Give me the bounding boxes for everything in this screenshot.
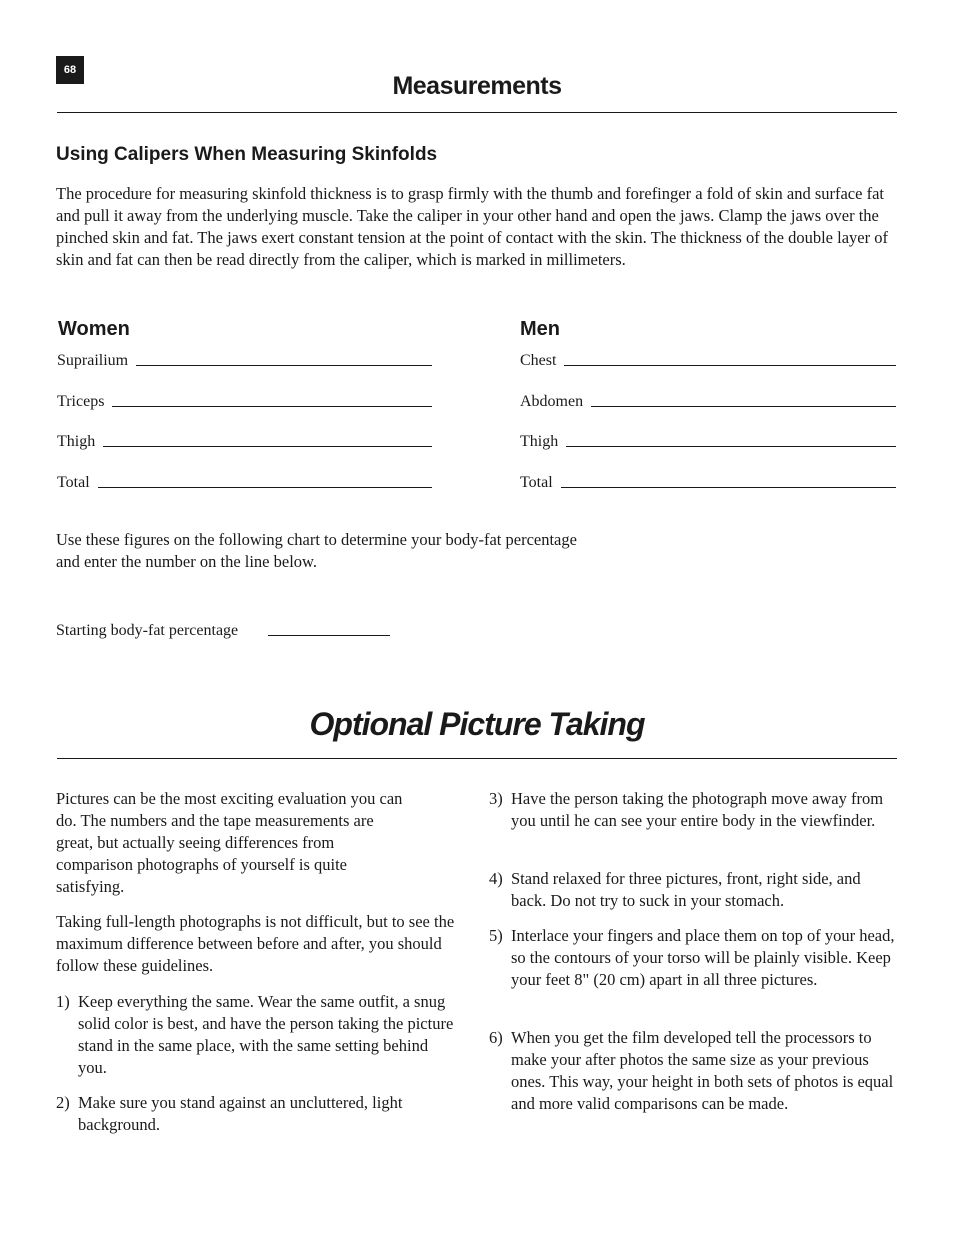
- field-label: Thigh: [57, 433, 96, 450]
- list-number: 2): [56, 1093, 70, 1112]
- entry-line[interactable]: [591, 406, 896, 407]
- list-text: Keep everything the same. Wear the same outfit, a snug solid color is best, and have the person taking the picture stand in the same place, with the same setting behind you.: [78, 992, 454, 1077]
- list-text: Have the person taking the photograph move away from you until he can see your entire body in the viewfinder.: [511, 789, 884, 830]
- field-label: Thigh: [520, 433, 559, 450]
- field-label: Total: [57, 474, 90, 491]
- entry-line[interactable]: [103, 446, 432, 447]
- list-item: [489, 788, 895, 832]
- women-total-field[interactable]: [57, 474, 432, 492]
- list-text: Interlace your fingers and place them on top of your head, so the contours of your torso will be plainly visible. Keep your feet 8" (20 cm) apart in all three pictures.: [511, 926, 895, 989]
- women-suprailium-field[interactable]: [57, 352, 432, 370]
- pictures-title: Optional Picture Taking: [309, 706, 645, 742]
- starting-bodyfat-field[interactable]: [56, 622, 390, 640]
- list-number: 1): [56, 992, 70, 1011]
- list-text: Make sure you stand against an uncluttered, light background.: [78, 1093, 403, 1134]
- entry-line[interactable]: [566, 446, 896, 447]
- women-heading: Women: [58, 318, 130, 340]
- field-label: Abdomen: [520, 393, 584, 410]
- divider: [57, 112, 897, 113]
- pictures-guidelines-intro: Taking full-length photographs is not difficult, but to see the maximum difference between before and after, you should follow these guidelines.: [56, 912, 455, 975]
- field-label: Starting body-fat percentage: [56, 622, 239, 639]
- measurements-title: Measurements: [392, 72, 562, 100]
- pictures-intro: Pictures can be the most exciting evaluation you can do. The numbers and the tape measurements are great, but actually seeing differences from comparison photographs of yourself is quite satisfying.: [56, 789, 403, 896]
- men-heading: Men: [520, 318, 560, 340]
- entry-line[interactable]: [98, 487, 432, 488]
- field-label: Chest: [520, 352, 557, 369]
- entry-line[interactable]: [136, 365, 432, 366]
- list-text: Stand relaxed for three pictures, front, right side, and back. Do not try to suck in your stomach.: [511, 869, 861, 910]
- list-number: 6): [489, 1028, 503, 1047]
- entry-line[interactable]: [112, 406, 432, 407]
- field-label: Suprailium: [57, 352, 129, 369]
- field-label: Total: [520, 474, 553, 491]
- list-number: 4): [489, 869, 503, 888]
- men-total-field[interactable]: [520, 474, 896, 492]
- men-chest-field[interactable]: [520, 352, 896, 370]
- calipers-subheading: Using Calipers When Measuring Skinfolds: [56, 144, 438, 165]
- entry-line[interactable]: [564, 365, 896, 366]
- list-number: 5): [489, 926, 503, 945]
- list-item: [489, 1027, 895, 1115]
- chart-instruction: [56, 529, 756, 573]
- divider: [57, 758, 897, 759]
- entry-line[interactable]: [561, 487, 896, 488]
- list-item: [56, 991, 461, 1079]
- entry-line[interactable]: [268, 635, 390, 636]
- men-abdomen-field[interactable]: [520, 393, 896, 411]
- instruction-line-2: and enter the number on the line below.: [56, 552, 318, 571]
- page-number: 68: [56, 56, 84, 84]
- instruction-line-1: Use these figures on the following chart to determine your body-fat percentage: [56, 530, 577, 549]
- list-item: [489, 868, 895, 912]
- calipers-intro: The procedure for measuring skinfold thickness is to grasp firmly with the thumb and forefinger a fold of skin and surface fat and pull it away from the underlying muscle. Take the caliper in your other hand and open the jaws. Clamp the jaws over the pinched skin and fat. The jaws exert constant tension at the point of contact with the skin. The thickness of the double layer of skin and fat can then be read directly from the caliper, which is marked in millimeters.: [56, 184, 888, 269]
- women-triceps-field[interactable]: [57, 393, 432, 411]
- list-text: When you get the film developed tell the processors to make your after photos the same size as your previous ones. This way, your height in both sets of photos is equal and more valid comparisons can be made.: [511, 1028, 894, 1113]
- women-thigh-field[interactable]: [57, 433, 432, 451]
- list-item: [56, 1092, 461, 1136]
- list-item: [489, 925, 895, 991]
- list-number: 3): [489, 789, 503, 808]
- men-thigh-field[interactable]: [520, 433, 896, 451]
- field-label: Triceps: [57, 393, 105, 410]
